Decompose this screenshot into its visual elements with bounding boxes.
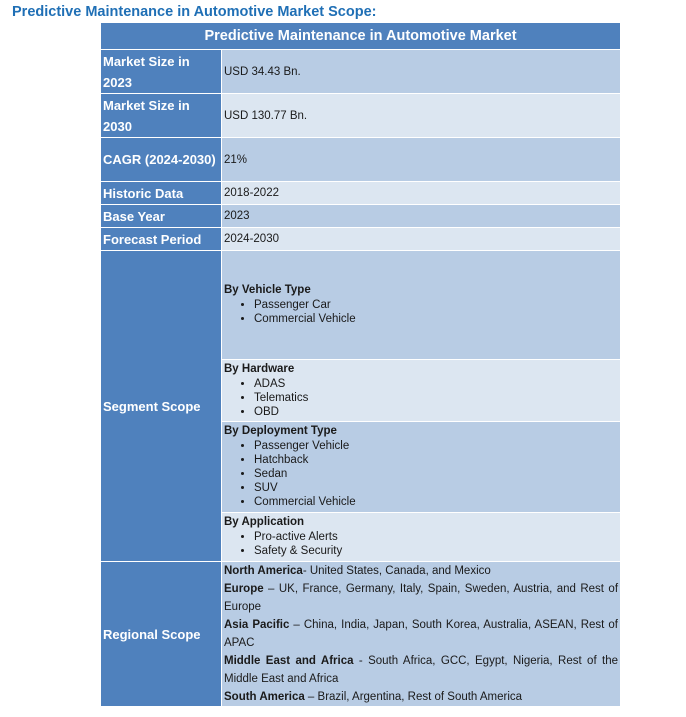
page-heading: Predictive Maintenance in Automotive Market Scope: xyxy=(12,4,377,20)
segment-item-list xyxy=(224,298,618,326)
table-row xyxy=(101,562,621,707)
region-countries: - South Africa, GCC, Egypt, Nigeria, Rest of the Middle East and Africa xyxy=(224,655,619,685)
regional-scope-label: Regional Scope xyxy=(101,562,222,707)
list-item: • Commercial Vehicle xyxy=(254,495,618,509)
row-label-base-year: Base Year xyxy=(101,205,222,228)
region-asia-pacific xyxy=(224,616,618,652)
row-value-cagr: 21% xyxy=(222,138,621,182)
region-countries: – China, India, Japan, South Korea, Australia, ASEAN, Rest of APAC xyxy=(224,619,619,649)
row-value-base-year: 2023 xyxy=(222,205,621,228)
region-name: Asia Pacific xyxy=(224,619,290,631)
table-row xyxy=(101,228,621,251)
table-row xyxy=(101,251,621,360)
list-item: • Telematics xyxy=(254,391,618,405)
list-item: • OBD xyxy=(254,405,618,419)
list-item: • Hatchback xyxy=(254,453,618,467)
row-value-market-size-2023: USD 34.43 Bn. xyxy=(222,50,621,94)
row-value-forecast-period: 2024-2030 xyxy=(222,228,621,251)
regional-scope-value xyxy=(222,562,621,707)
segment-item-list xyxy=(224,439,618,509)
region-middle-east-africa xyxy=(224,652,618,688)
region-countries: – Brazil, Argentina, Rest of South America xyxy=(304,691,523,703)
row-label-forecast-period: Forecast Period xyxy=(101,228,222,251)
table-row xyxy=(101,50,621,94)
table-title: Predictive Maintenance in Automotive Market xyxy=(101,23,621,50)
segment-group-hardware xyxy=(222,360,621,422)
table-row xyxy=(101,94,621,138)
segment-group-title: By Vehicle Type xyxy=(224,284,311,296)
list-item: • Pro-active Alerts xyxy=(254,530,618,544)
table-row xyxy=(101,138,621,182)
list-item: • Commercial Vehicle xyxy=(254,312,618,326)
region-europe xyxy=(224,580,618,616)
region-name: Europe xyxy=(224,583,264,595)
list-item: • ADAS xyxy=(254,377,618,391)
region-countries: - United States, Canada, and Mexico xyxy=(302,565,491,577)
row-value-market-size-2030: USD 130.77 Bn. xyxy=(222,94,621,138)
segment-group-title: By Hardware xyxy=(224,362,295,375)
region-name: South America xyxy=(224,691,305,703)
list-item: • SUV xyxy=(254,481,618,495)
list-item: • Passenger Car xyxy=(254,298,618,312)
row-label-cagr: CAGR (2024-2030) xyxy=(101,138,222,182)
row-value-historic-data: 2018-2022 xyxy=(222,182,621,205)
list-item: • Safety & Security xyxy=(254,544,618,558)
region-name: Middle East and Africa xyxy=(224,655,354,667)
segment-group-vehicle-type xyxy=(222,251,621,360)
region-north-america xyxy=(224,562,618,580)
market-scope-table xyxy=(100,22,621,707)
segment-group-application xyxy=(222,513,621,562)
region-name: North America xyxy=(224,565,303,577)
segment-item-list xyxy=(224,377,618,419)
segment-group-title: By Application xyxy=(224,516,305,528)
row-label-market-size-2030: Market Size in 2030 xyxy=(101,94,222,138)
segment-item-list xyxy=(224,530,618,558)
region-south-america xyxy=(224,688,618,706)
table-row xyxy=(101,182,621,205)
segment-group-title: By Deployment Type xyxy=(224,425,337,437)
table-row xyxy=(101,205,621,228)
segment-scope-label: Segment Scope xyxy=(101,251,222,562)
row-label-historic-data: Historic Data xyxy=(101,182,222,205)
list-item: • Sedan xyxy=(254,467,618,481)
row-label-market-size-2023: Market Size in 2023 xyxy=(101,50,222,94)
region-countries: – UK, France, Germany, Italy, Spain, Sweden, Austria, and Rest of Europe xyxy=(224,583,619,613)
table-title-row xyxy=(101,23,621,50)
list-item: • Passenger Vehicle xyxy=(254,439,618,453)
segment-group-deployment-type xyxy=(222,422,621,513)
